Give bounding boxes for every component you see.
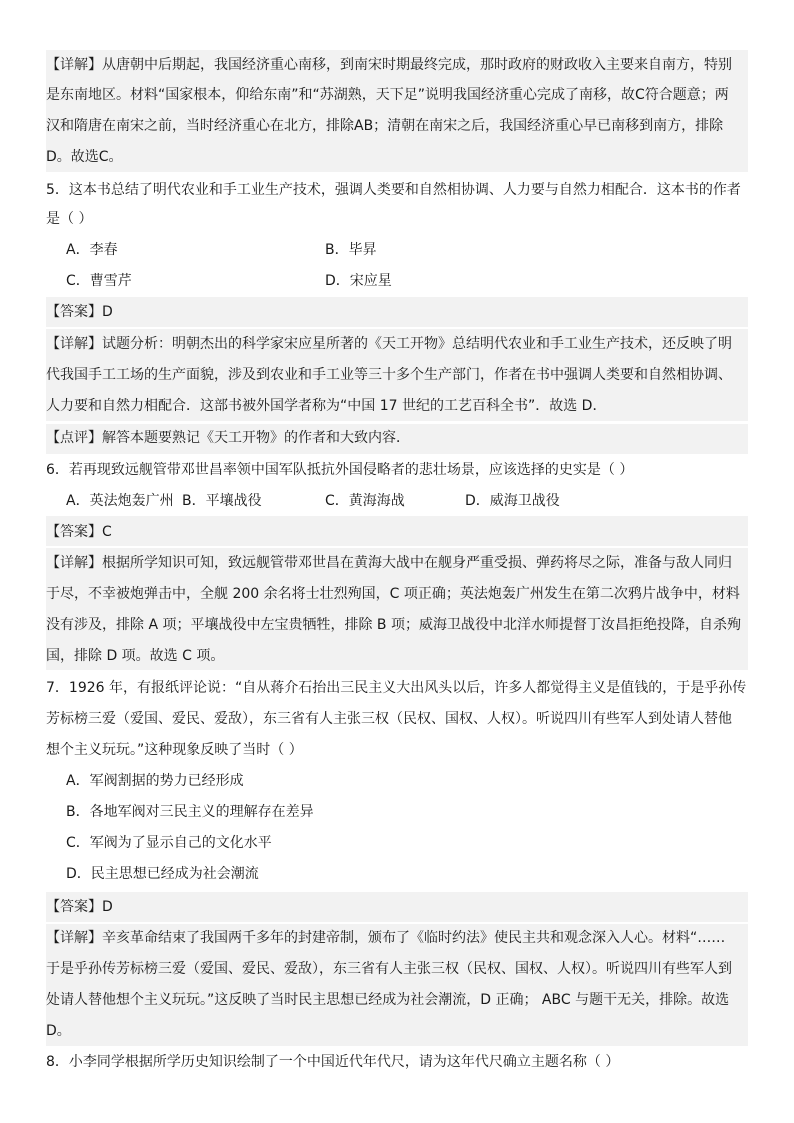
question-stem: 想个主义玩玩。”这种现象反映了当时（ ）	[46, 742, 303, 758]
question-stem: 8．小李同学根据所学历史知识绘制了一个中国近代年代尺，请为这年代尺确立主题名称（ ）	[46, 1054, 620, 1070]
explanation-line: 【详解】根据所学知识可知，致远舰管带邓世昌在黄海大战中在舰身严重受损、弹药将尽之际，准备与敌人同归	[46, 555, 732, 571]
option-b: B．平壤战役	[182, 493, 262, 509]
q4-explanation	[46, 50, 748, 172]
q7-explanation	[46, 924, 748, 1046]
explanation-line: 人力要和自然力相配合．这部书被外国学者称为“中国 17 世纪的工艺百科全书”．故选 D．	[46, 398, 607, 414]
q5-explanation	[46, 329, 748, 421]
question-5	[46, 180, 748, 292]
explanation-line: D。故选C。	[46, 149, 123, 165]
option-c: C．军阀为了显示自己的文化水平	[66, 835, 272, 851]
answer-text: 【答案】D	[46, 899, 113, 915]
q6-answer	[46, 516, 748, 546]
question-stem: 6．若再现致远舰管带邓世昌率领中国军队抵抗外国侵略者的悲壮场景，应该选择的史实是（ ）	[46, 462, 634, 478]
option-a: A．军阀割据的势力已经形成	[66, 773, 244, 789]
question-7	[46, 678, 748, 888]
explanation-line: 【详解】试题分析：明朝杰出的科学家宋应星所著的《天工开物》总结明代农业和手工业生产技术，还反映了明	[46, 336, 732, 352]
comment-text: 【点评】解答本题要熟记《天工开物》的作者和大致内容．	[46, 430, 410, 446]
explanation-line: 于是乎孙传芳标榜三爱（爱国、爱民、爱敌），东三省有人主张三权（民权、国权、人权）。听说四川有些军人到	[46, 961, 732, 977]
question-stem: 是（ ）	[46, 211, 93, 227]
explanation-line: 没有涉及，排除 A 项；平壤战役中左宝贵牺牲，排除 B 项；威海卫战役中北洋水师提督丁汝昌拒绝投降，自杀殉	[46, 617, 741, 633]
explanation-line: 【详解】辛亥革命结束了我国两千多年的封建帝制，颁布了《临时约法》使民主共和观念深入人心。材料“……	[46, 930, 726, 946]
q5-answer	[46, 297, 748, 327]
question-6	[46, 460, 748, 512]
option-d: D．宋应星	[325, 273, 392, 289]
option-d: D．民主思想已经成为社会潮流	[66, 866, 259, 882]
answer-text: 【答案】C	[46, 524, 112, 540]
option-c: C．黄海海战	[325, 493, 405, 509]
q6-explanation	[46, 548, 748, 670]
explanation-line: 国，排除 D 项。故选 C 项。	[46, 648, 225, 664]
option-b: B．毕昇	[325, 242, 377, 258]
option-a: A．英法炮轰广州	[66, 493, 174, 509]
q7-answer	[46, 892, 748, 922]
option-c: C．曹雪芹	[66, 273, 132, 289]
question-stem: 芳标榜三爱（爱国、爱民、爱敌），东三省有人主张三权（民权、国权、人权）。听说四川有些军人到处请人替他	[46, 711, 732, 727]
option-d: D．威海卫战役	[465, 493, 560, 509]
question-stem: 5．这本书总结了明代农业和手工业生产技术，强调人类要和自然相协调、人力要与自然力相配合．这本书的作者	[46, 182, 741, 198]
answer-text: 【答案】D	[46, 304, 113, 320]
explanation-line: 代我国手工工场的生产面貌，涉及到农业和手工业等三十多个生产部门，作者在书中强调人类要和自然相协调、	[46, 367, 732, 383]
q5-comment	[46, 424, 748, 454]
question-8	[46, 1052, 748, 1074]
explanation-line: 于尽，不幸被炮弹击中，全舰 200 余名将士壮烈殉国，C 项正确；英法炮轰广州发生在第二次鸦片战争中，材料	[46, 586, 740, 602]
option-a: A．李春	[66, 242, 118, 258]
explanation-line: D。	[46, 1023, 71, 1039]
option-b: B．各地军阀对三民主义的理解存在差异	[66, 804, 314, 820]
explanation-line: 是东南地区。材料“国家根本，仰给东南”和“苏湖熟，天下足”说明我国经济重心完成了南移，故C符合题意；两	[46, 87, 729, 103]
explanation-line: 【详解】从唐朝中后期起，我国经济重心南移，到南宋时期最终完成，那时政府的财政收入主要来自南方，特别	[46, 57, 732, 73]
explanation-line: 汉和隋唐在南宋之前，当时经济重心在北方，排除AB；清朝在南宋之后，我国经济重心早已南移到南方，排除	[46, 118, 724, 134]
question-stem: 7．1926 年，有报纸评论说：“自从蒋介石抬出三民主义大出风头以后，许多人都觉得主义是值钱的，于是乎孙传	[46, 680, 747, 696]
explanation-line: 处请人替他想个主义玩玩。”这反映了当时民主思想已经成为社会潮流，D 正确； ABC 与题干无关，排除。故选	[46, 992, 730, 1008]
